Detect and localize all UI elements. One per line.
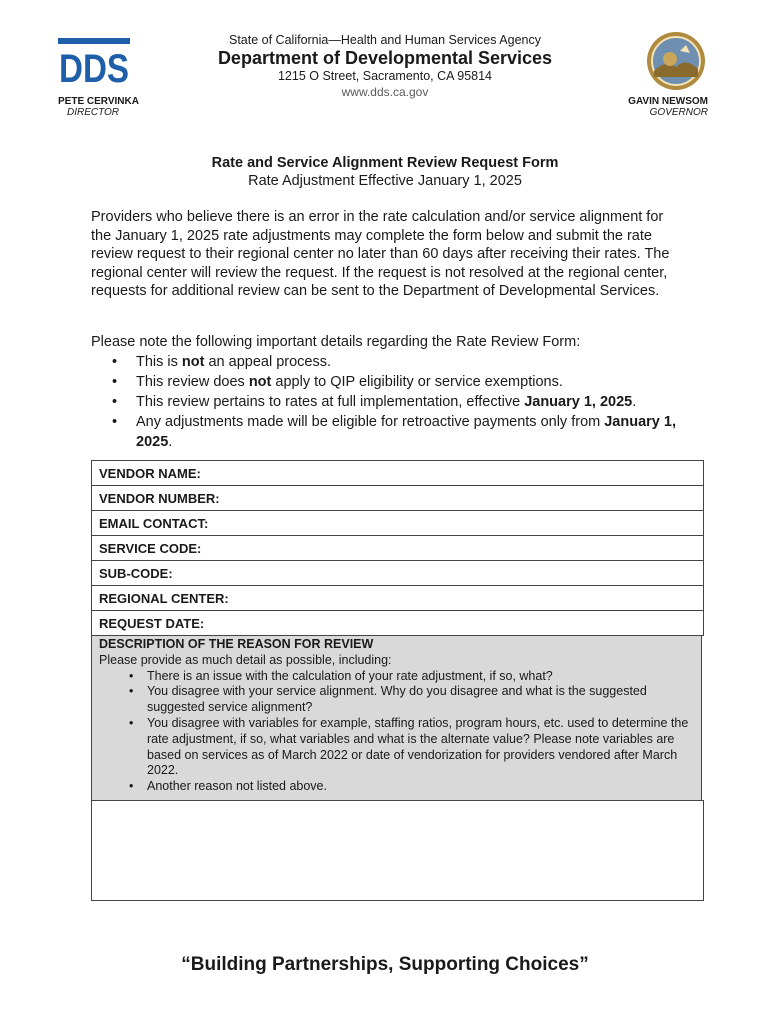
form-title: Rate and Service Alignment Review Request Form xyxy=(211,155,559,171)
bullet-icon: • xyxy=(112,374,118,390)
bullet-icon: • xyxy=(129,715,134,730)
vendor-number-field[interactable]: VENDOR NUMBER: xyxy=(92,486,704,511)
logo-text: DDS xyxy=(59,47,129,91)
description-heading: DESCRIPTION OF THE REASON FOR REVIEW xyxy=(99,637,374,651)
description-prompt: Please provide as much detail as possible, including: xyxy=(99,652,392,667)
description-section xyxy=(91,635,702,800)
director-name: PETE CERVINKA xyxy=(58,96,139,107)
california-seal-icon xyxy=(646,31,706,91)
list-item: • This review does not apply to QIP eligibility or service exemptions. xyxy=(112,374,563,390)
bullet-icon: • xyxy=(129,684,134,699)
description-answer-box[interactable] xyxy=(91,800,704,901)
regional-center-field[interactable]: REGIONAL CENTER: xyxy=(92,586,704,611)
list-item: • You disagree with variables for example, staffing ratios, program hours, etc. used to determine the rate adjustment, if so, what variables and what is the alternate value? Please note variables are based on services as of March 2022 or date of vendorization for providers vendored after March 2022. xyxy=(129,715,689,778)
list-item: • This is not an appeal process. xyxy=(112,354,332,370)
service-code-field[interactable]: SERVICE CODE: xyxy=(92,536,704,561)
governor-title: GOVERNOR xyxy=(649,107,708,118)
list-item: • Any adjustments made will be eligible for retroactive payments only from January 1, 2025. xyxy=(112,414,676,450)
bullet-icon: • xyxy=(129,668,134,683)
bullet-icon: • xyxy=(112,414,118,430)
description-list xyxy=(99,669,701,795)
request-date-field[interactable]: REQUEST DATE: xyxy=(92,611,704,636)
form-subtitle: Rate Adjustment Effective January 1, 2025 xyxy=(248,173,522,189)
list-item: • There is an issue with the calculation of your rate adjustment, if so, what? xyxy=(129,668,553,683)
bullet-icon: • xyxy=(112,354,118,370)
director-title: DIRECTOR xyxy=(66,107,120,118)
list-item: • Another reason not listed above. xyxy=(129,779,327,794)
vendor-name-field[interactable]: VENDOR NAME: xyxy=(92,461,704,486)
intro-paragraph: Providers who believe there is an error in the rate calculation and/or service alignment for the January 1, 2025 rate adjustments may complete the form below and submit the rate review request to their regional center no later than 60 days after receiving their rates. The regional center will review the request. If the request is not resolved at the regional center, requests for additional review can be sent to the Department of Developmental Services. xyxy=(91,209,670,299)
vendor-info-table xyxy=(91,460,704,636)
governor-name: GAVIN NEWSOM xyxy=(628,96,708,107)
sub-code-field[interactable]: SUB-CODE: xyxy=(92,561,704,586)
bullet-icon: • xyxy=(129,779,134,794)
list-item: • This review pertains to rates at full implementation, effective January 1, 2025. xyxy=(112,394,637,410)
important-details-list xyxy=(112,352,692,452)
bullet-icon: • xyxy=(112,394,118,410)
department-address: 1215 O Street, Sacramento, CA 95814 xyxy=(277,69,493,83)
footer-motto: “Building Partnerships, Supporting Choices” xyxy=(181,954,589,975)
website-link[interactable]: www.dds.ca.gov xyxy=(341,85,429,99)
important-details-note: Please note the following important details regarding the Rate Review Form: xyxy=(91,334,581,350)
department-name: Department of Developmental Services xyxy=(217,48,553,68)
agency-line: State of California—Health and Human Services Agency xyxy=(229,33,541,47)
email-contact-field[interactable]: EMAIL CONTACT: xyxy=(92,511,704,536)
list-item: • You disagree with your service alignment. Why do you disagree and what is the suggested suggested service alignment? xyxy=(129,684,647,715)
